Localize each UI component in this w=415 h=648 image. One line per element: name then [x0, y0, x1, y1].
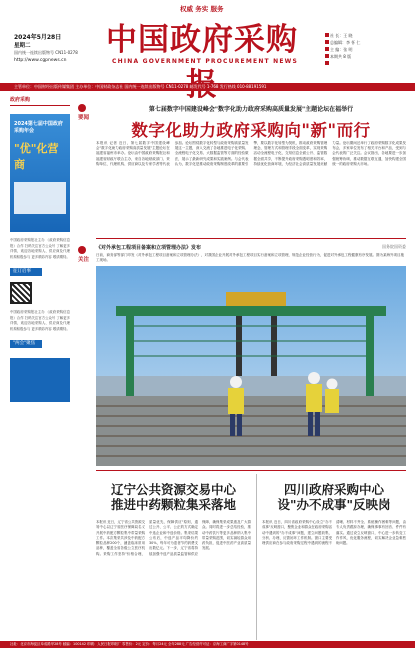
section-dot-icon — [78, 104, 86, 112]
construction-photo — [96, 266, 406, 466]
section-label-lead — [78, 104, 90, 122]
section-divider — [96, 470, 406, 471]
photo-story-header — [96, 244, 406, 252]
masthead — [0, 0, 415, 89]
staff-line: 总编辑：李 怀 仁 — [330, 40, 361, 45]
staff-line: 主 编：张 明 — [330, 47, 353, 52]
section-label-text: 关注 — [78, 257, 90, 263]
staff-line: 社 长：王 晓 — [330, 33, 353, 38]
footer-bar: 社址：北京市海淀区阜成路甲28号 邮编：100142 印刷：人民日报印刷厂 零售价：2元 定价：每月24元 全年288元 广告经营许可证：京海工商广字第0148号 — [0, 641, 415, 648]
issue-date: 2024年5月28日 — [14, 34, 62, 41]
story-right-body: 本报讯 近日，四川省政府采购中心设立"办不成事"反映窗口，聚焦企业和群众在政府采购活动中遇到的"办不成事"问题，建立问题收集、分析、办理、反馈闭环工作机制。窗口主要受理供应商在参与政府采购过程中遇到的流程不清晰、材料不齐全、系统操作困难等问题，由专人负责跟踪办理，确保事事有回音、件件有落实。通过设立反映窗口，中心进一步转变工作作风，优化服务流程，切实解决企业急难愁盼问题。 — [262, 520, 406, 546]
story-left-body: 本报讯 近日，辽宁省公共资源交易中心以辽宁省医疗保障局名义开展中药配方颗粒集中带量采购工作。本次集采共涉及中药配方颗粒品种200个，涵盖临床常用品种，覆盖全省各级公立医疗机构。采购工作坚持"价格合理、质量优先、保障供应"原则，通过公开、公平、公正的方式确定中选企业和中选价格。集采结果公布后，中选产品平均降价约30%，每年可为患者节约药费支出数亿元。下一步，辽宁省将持续加强中选产品质量监管和供应保障，确保集采成果惠及广大群众。同时将进一步总结经验，推动中药饮片等更多品种纳入集中带量采购范围，切实减轻群众用药负担，促进中医药产业高质量发展。 — [96, 520, 251, 556]
lead-title[interactable]: 数字化助力政府采购向"新"而行 — [131, 121, 371, 140]
site-url[interactable]: http://www.cgpnews.cn — [14, 58, 67, 63]
qr-code-icon — [10, 282, 32, 304]
masthead-staff — [330, 32, 410, 60]
section-label-photo — [78, 246, 90, 264]
story-right-title-line2: 设"办不成事"反映岗 — [277, 497, 391, 512]
left-image — [10, 358, 70, 402]
column-divider — [256, 474, 257, 640]
newspaper-title-en: CHINA GOVERNMENT PROCUREMENT NEWS — [112, 58, 298, 65]
section-label-text: 要闻 — [78, 115, 90, 121]
story-left-title[interactable] — [96, 482, 251, 512]
masthead-dateblock — [14, 34, 84, 64]
left-column-header: 政府采购 — [10, 96, 70, 106]
lead-body: 本报讯 记者 近日，第七届数字中国建设峰会"数字化助力政府采购高质量发展"主题论坛在福建省福州市举办。论坛由中国政府采购报社和福建省财政厅联合主办，来自各地财政部门、采购单位、代理机构、供应商以及专家学者等代表参加。论坛围绕数字化转型与政府采购高质量发展这一主题，深入交流了各地推进电子化采购、全流程电子化交易、大数据监管等方面的经验做法，展示了最新研究成果和实践案例。与会代表认为，数字化是推动政府采购制度改革的重要引擎，要以数字化转型为契机，推动政府采购管理理念、管理方式和管理手段全面变革，实现采购活动全流程电子化、交易信息全面公开、监管数据全面共享，不断提升政府采购透明度和效率，持续优化营商环境，为经济社会高质量发展贡献力量。论坛期间还举行了政府采购数字化成果发布会，多家单位发布了相关平台和产品，受到与会代表的广泛关注。会议指出，各地要进一步加强统筹协调，推动数据互联互通，加快构建全国统一的政府采购大市场。 — [96, 141, 406, 166]
promo-banner[interactable] — [10, 114, 70, 232]
left-text: 中国政府采购报社主办 《政府采购信息报》合作 扫码关注官方公众号 了解更多详情，欢迎各地采购人、供应商及代理机构积极参与 更多精彩内容 敬请期待。 — [10, 310, 70, 331]
lead-kicker: 第七届数字中国建设峰会"数字化助力政府采购高质量发展"主题论坛在福举行 — [148, 106, 354, 113]
issue-number: 国内统一连续出版物号 CN11-0278 — [14, 50, 78, 55]
section-divider — [96, 238, 406, 239]
photo-story-headline[interactable]: 《对外承包工程项目备案和立项管理办法》发布 — [96, 245, 202, 251]
promo-line1: 2024第七届中国政府采购年会 — [14, 121, 63, 134]
promo-image — [14, 182, 66, 214]
left-column — [10, 96, 70, 638]
masthead-ribbon: 主管单位：中国财经出版传媒集团 主办单位：中国财政杂志社 国内统一连续出版物号 CN11-0278 邮发代号 1-768 发行热线 010-88191591 — [0, 83, 415, 91]
newspaper-title: 中国政府采购 — [106, 22, 298, 58]
story-left-title-line2: 推进中药颗粒集采落地 — [110, 497, 236, 512]
left-subhead: 征订启事 — [10, 268, 42, 276]
promo-text: 中国政府采购报社主办 《政府采购信息报》合作 扫码关注官方公众号 了解更多详情，欢迎各地采购人、供应商及代理机构积极参与 更多精彩内容 敬请期待。 — [10, 238, 70, 259]
story-left-title-line1: 辽宁公共资源交易中心 — [110, 482, 236, 497]
promo-line2: "优"化营商 — [14, 142, 59, 171]
story-right-title[interactable] — [262, 482, 406, 512]
section-dot-icon — [78, 246, 86, 254]
masthead-slogan: 权威 务实 服务 — [180, 5, 224, 13]
issue-weekday: 星期二 — [14, 43, 31, 49]
left-subhead-2: "两会"聚焦 — [10, 340, 42, 348]
story-right-title-line1: 四川政府采购中心 — [283, 482, 384, 497]
photo-story-note: 国务院国资委 — [382, 244, 406, 249]
staff-line: 本期共 8 版 — [330, 54, 352, 59]
construction-photo-illustration — [96, 266, 406, 466]
photo-caption: 日前，商务部等部门印发《对外承包工程项目备案和立项管理办法》，对我国企业开展对外承包工程项目实行备案和立项管理，规范企业经营行为，促进对外承包工程健康有序发展。图为某海外项目施工现场。 — [96, 253, 404, 262]
